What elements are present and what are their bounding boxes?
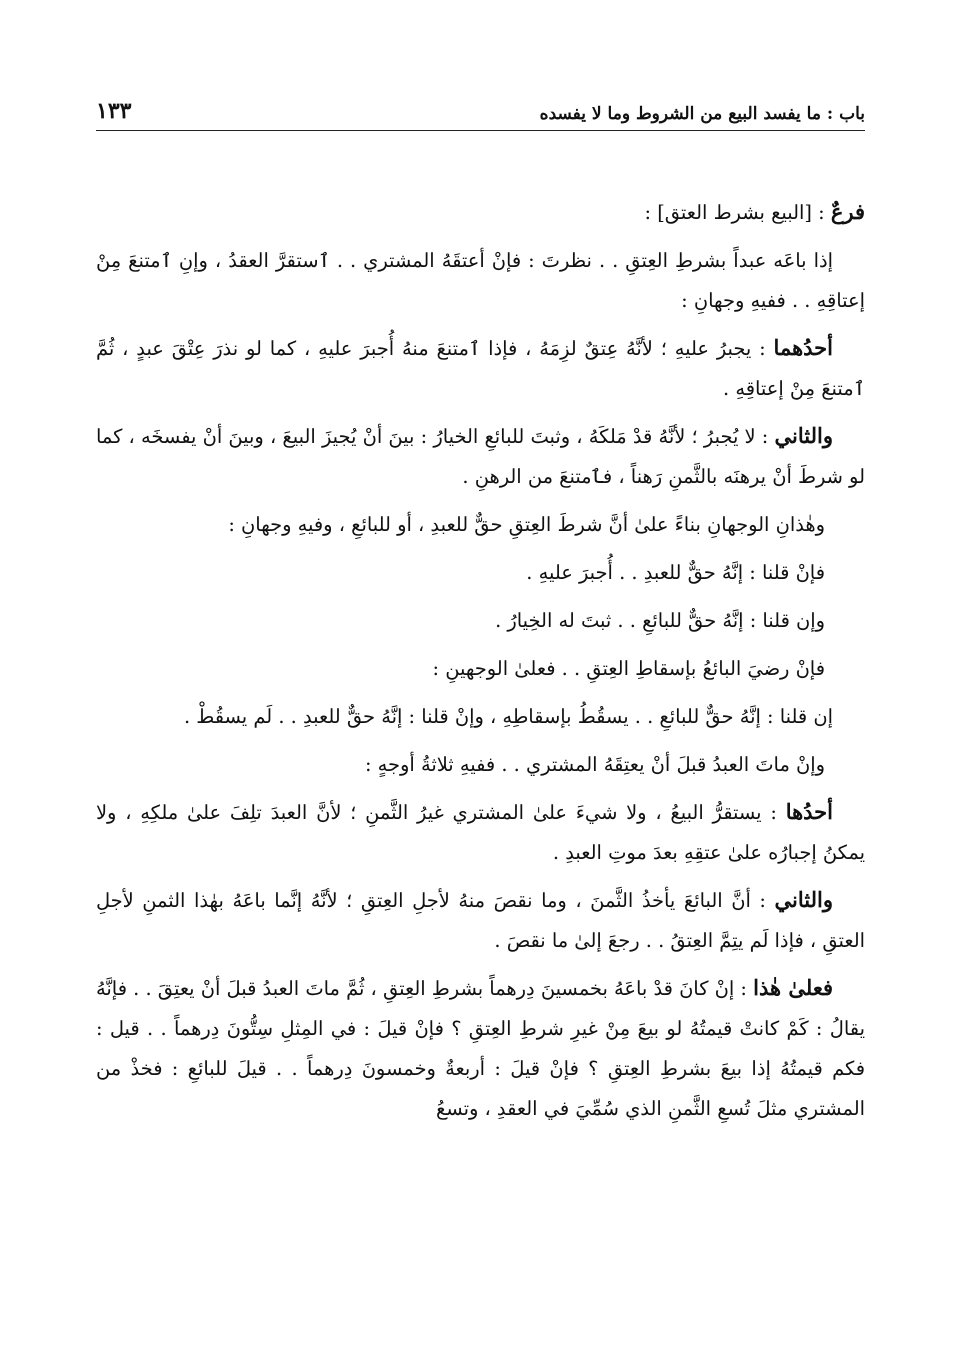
page-header — [96, 84, 865, 131]
paragraph-lead: فعلىٰ هٰذا — [753, 975, 833, 1000]
page-number: ١٣٣ — [96, 98, 132, 124]
paragraph — [96, 968, 865, 1129]
paragraph-lead: والثاني — [774, 887, 833, 912]
paragraph — [96, 328, 865, 409]
paragraph-text: : إنْ كانَ قدْ باعَهُ بخمسينَ دِرهماً بشرطِ العِتقِ ، ثُمَّ ماتَ العبدُ قبلَ أنْ يعتِقَ . . فإنَّهُ يقالُ : كَمْ كانتْ قيمتُهُ لو بيعَ مِنْ غيرِ شرطِ العِتقِ ؟ فإنْ قيلَ : في المِثلِ سِتُّونَ دِرهماً . . قيل : فكم قيمتُهُ إذا بيعَ بشرطِ العِتقِ ؟ فإنْ قيلَ : أربعةٌ وخمسونَ دِرهماً . . قيلَ للبائعِ : فخذْ من المشتري مثلَ تُسعِ الثَّمنِ الذي سُمِّيَ في العقدِ ، وتسعُ — [96, 977, 865, 1120]
section-heading — [96, 192, 865, 233]
paragraph — [96, 416, 865, 497]
page-body — [96, 192, 865, 1136]
paragraph-text: : يجبرُ عليهِ ؛ لأنَّهُ عِتقٌ لزِمَهُ ، فإذا ٱمتنعَ منهُ أُجبرَ عليهِ ، كما لو نذرَ عِتْقَ عبدٍ ، ثُمَّ ٱمتنعَ مِنْ إعتاقِهِ . — [96, 337, 865, 400]
paragraph-text: إن قلنا : إنَّهُ حقٌّ للبائعِ . . يسقُطُ بإسقاطِهِ ، وإنْ قلنا : إنَّهُ حقٌّ للعبدِ . . لَم يسقُطْ . — [183, 705, 833, 728]
paragraph — [96, 792, 865, 873]
paragraph-text: إذا باعَه عبداً بشرطِ العِتقِ . . نظرتَ : فإنْ أعتقَهُ المشتري . . ٱستقرَّ العقدُ ، وإنِ ٱمتنعَ مِنْ إعتاقِهِ . . ففيهِ وجهانِ : — [96, 249, 865, 312]
paragraph-lead: أحدُها — [785, 799, 833, 824]
paragraph-text: : أنَّ البائعَ يأخذُ الثَّمنَ ، وما نقصَ منهُ لأجلِ العِتقِ ؛ لأنَّهُ إنَّما باعَهُ بهٰذا الثمنِ لأجلِ العتقِ ، فإذا لَم يتِمَّ العِتقُ . . رجعَ إلىٰ ما نقصَ . — [96, 889, 865, 952]
paragraph-text: : [البيع بشرط العتق] : — [644, 201, 831, 224]
paragraph-text: وهٰذانِ الوجهانِ بناءً علىٰ أنَّ شرطَ العِتقِ حقٌّ للعبدِ ، أو للبائعِ ، وفيهِ وجهانِ : — [228, 513, 825, 536]
paragraph — [96, 880, 865, 961]
paragraph-text: وإنْ ماتَ العبدُ قبلَ أنْ يعتِقَهُ المشتري . . ففيهِ ثلاثةُ أوجهٍ : — [364, 753, 825, 776]
paragraph — [96, 240, 865, 321]
paragraph — [96, 552, 865, 593]
paragraph — [96, 744, 865, 785]
paragraph — [96, 504, 865, 545]
paragraph-text: فإنْ قلنا : إنَّهُ حقٌّ للعبدِ . . أُجبرَ عليهِ . — [526, 561, 825, 584]
paragraph-text: : لا يُجبرُ ؛ لأنَّهُ قدْ مَلكَهُ ، وثبتَ للبائعِ الخيارُ : بينَ أنْ يُجيزَ البيعَ ، وبينَ أنْ يفسخَه ، كما لو شرطَ أنْ يرهنَه بالثَّمنِ رَهناً ، فٱمتنعَ من الرهنِ . — [96, 425, 865, 488]
paragraph-text: فإنْ رضيَ البائعُ بإسقاطِ العِتقِ . . فعلىٰ الوجهينِ : — [432, 657, 825, 680]
paragraph-text: وإن قلنا : إنَّهُ حقٌّ للبائعِ . . ثبتَ له الخِيارُ . — [495, 609, 825, 632]
paragraph-lead: فرعٌ — [830, 199, 865, 224]
paragraph — [96, 696, 865, 737]
paragraph-text: : يستقرُّ البيعُ ، ولا شيءَ علىٰ المشتري غيرُ الثَّمنِ ؛ لأنَّ العبدَ تلِفَ علىٰ ملكِهِ ، ولا يمكنُ إجبارُه علىٰ عتقِهِ بعدَ موتِ العبدِ . — [96, 801, 865, 864]
paragraph-lead: والثاني — [774, 423, 833, 448]
paragraph — [96, 648, 865, 689]
running-title: باب : ما يفسد البيع من الشروط وما لا يفسده — [539, 104, 865, 124]
paragraph — [96, 600, 865, 641]
paragraph-lead: أحدُهما — [773, 335, 833, 360]
